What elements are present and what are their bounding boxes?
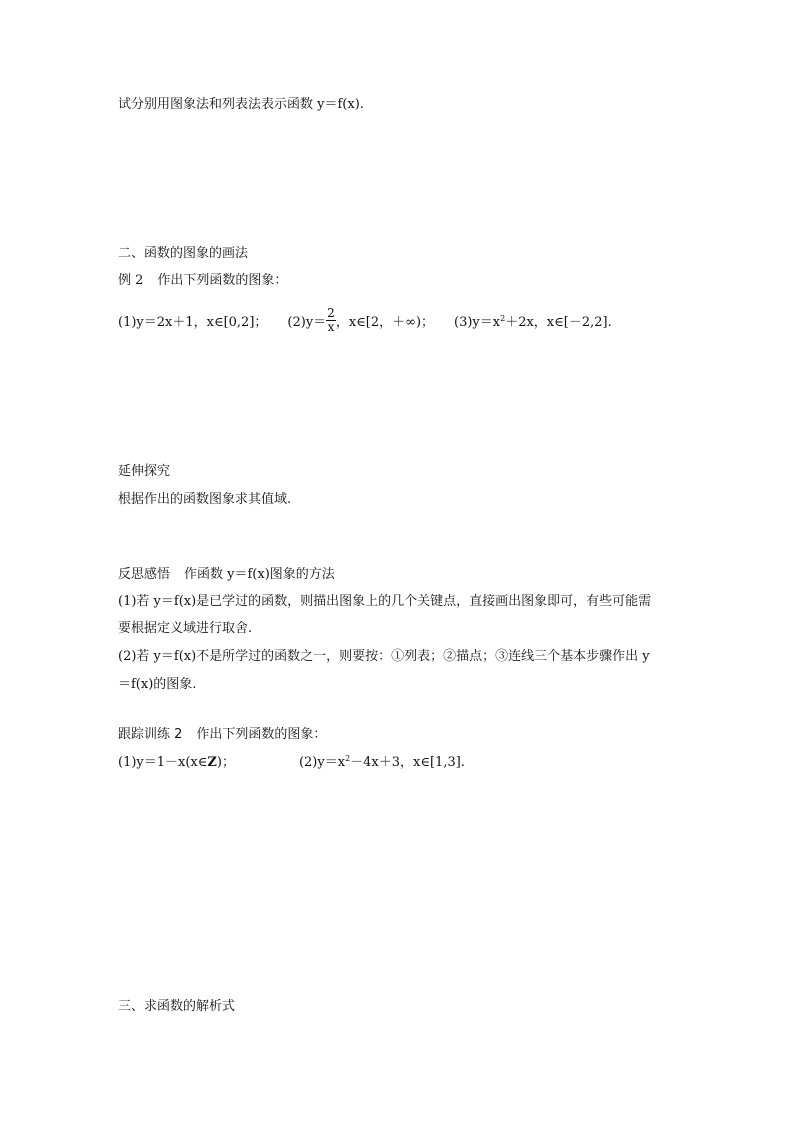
example-2-title <box>118 272 287 290</box>
section-2-heading: 二、函数的图象的画法 <box>118 246 249 261</box>
example-item-2: (2)y＝ $\frac{2}{x}$ ，x∈[2，＋∞)； <box>287 306 435 334</box>
reflection-title <box>118 566 335 584</box>
reflection-p1-line1: (1)若 y＝f(x)是已学过的函数，则描出图象上的几个关键点，直接画出图象即可，有些可能需 <box>118 594 652 609</box>
example-2-items <box>118 306 612 336</box>
example-label: 例 2 <box>118 273 144 288</box>
practice-items <box>118 754 465 772</box>
extension-heading: 延伸探究 <box>118 464 171 479</box>
practice-item-1: (1)y＝1－x(x∈Z)； <box>118 755 235 770</box>
reflection-label: 反思感悟 <box>118 567 171 582</box>
extension-text: 根据作出的函数图象求其值域. <box>118 492 292 507</box>
practice-item-2: $(2)y=x^2-4x+3$，x∈[1,3]. <box>298 754 465 770</box>
example-text: 作出下列函数的图象： <box>157 273 288 288</box>
reflection-p2-line1: (2)若 y＝f(x)不是所学过的函数之一，则要按：①列表；②描点；③连线三个基本步骤作出 y <box>118 649 650 664</box>
reflection-p1-line2: 要根据定义域进行取舍. <box>118 621 253 636</box>
fraction-2-over-x: $\frac{2}{x}$ <box>327 306 335 334</box>
reflection-heading: 作函数 y＝f(x)图象的方法 <box>184 567 335 582</box>
practice-title <box>118 726 326 744</box>
practice-text: 作出下列函数的图象： <box>196 727 327 742</box>
reflection-p2-line2: ＝f(x)的图象. <box>118 677 197 692</box>
practice-label: 跟踪训练 2 <box>118 727 183 742</box>
intro-text: 试分别用图象法和列表法表示函数 y＝f(x). <box>118 97 364 112</box>
example-item-3: $(3)y=x^2+2x$，x∈[－2,2]. <box>454 314 612 330</box>
example-item-1: (1)y＝2x＋1，x∈[0,2]； <box>118 315 268 330</box>
section-3-heading: 三、求函数的解析式 <box>118 999 236 1014</box>
